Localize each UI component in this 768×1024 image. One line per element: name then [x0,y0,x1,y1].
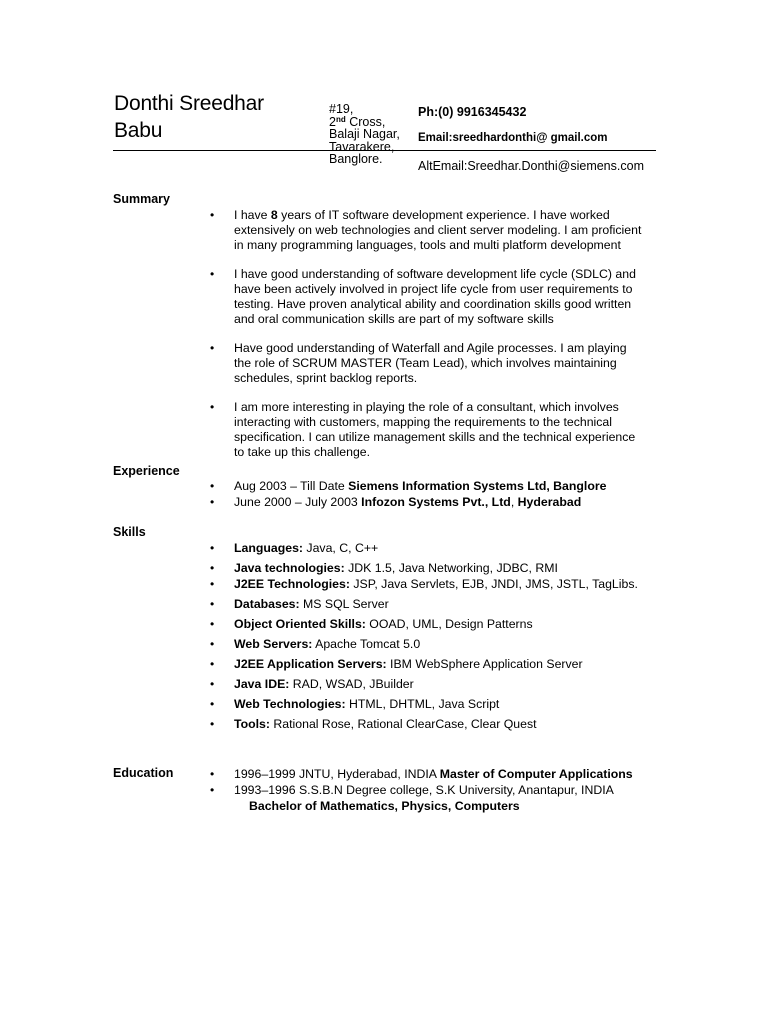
experience-item: • Aug 2003 – Till Date Siemens Information Systems Ltd, Banglore [210,479,607,493]
education-heading: Education [113,766,174,780]
bullet-icon: • [210,783,215,797]
address-line-3: Balaji Nagar, [329,127,400,141]
bullet-icon: • [210,479,215,493]
education-list [0,767,644,799]
skill-item: • Tools: Rational Rose, Rational ClearCase, Clear Quest [210,717,537,731]
bullet-icon: • [210,577,215,591]
skill-item: • Web Technologies: HTML, DHTML, Java Script [210,697,500,711]
skill-item: • J2EE Technologies: JSP, Java Servlets, EJB, JNDI, JMS, JSTL, TagLibs. [210,577,638,591]
address-ordinal-suffix: nd [335,114,346,124]
bullet-icon: • [210,657,215,671]
address-street: Cross, [345,114,386,129]
skills-list [0,541,644,737]
bullet-icon: • [210,597,215,611]
skill-item: • Object Oriented Skills: OOAD, UML, Design Patterns [210,617,533,631]
bullet-icon: • [210,208,215,222]
bullet-icon: • [210,267,215,281]
skill-item: • Databases: MS SQL Server [210,597,389,611]
skill-item: • J2EE Application Servers: IBM WebSphere Application Server [210,657,583,671]
skills-heading: Skills [113,525,146,539]
phone-number: Ph:(0) 9916345432 [418,105,527,119]
bullet-icon: • [210,341,215,355]
candidate-name-line1: Donthi Sreedhar [114,92,264,115]
bullet-icon: • [210,637,215,651]
alt-email-address: AltEmail:Sreedhar.Donthi@siemens.com [418,159,644,173]
address-line-5: Banglore. [329,152,383,166]
bullet-icon: • [210,677,215,691]
skill-item: • Java technologies: JDK 1.5, Java Networking, JDBC, RMI [210,561,558,575]
skill-item: • Languages: Java, C, C++ [210,541,379,555]
summary-heading: Summary [113,192,170,206]
summary-item: • Have good understanding of Waterfall and Agile processes. I am playing the role of SCRUM MASTER (Team Lead), which involves maintaining schedules, sprint backlog reports. [210,341,627,385]
address-line-4: Tavarakere, [329,139,395,154]
candidate-name-line2: Babu [114,119,163,142]
education-item: • 1993–1996 S.S.B.N Degree college, S.K University, Anantapur, INDIA [210,783,614,797]
candidate-name [114,90,314,144]
address-street-number: 2 [329,114,336,129]
bullet-icon: • [210,400,215,414]
summary-item: • I am more interesting in playing the role of a consultant, which involves interacting with customers, mapping the requirements to the technical specification. I can utilize management skills and the technical experience to take up this challenge. [210,400,636,459]
address-line-1: #19, [329,102,354,116]
summary-list [0,208,644,460]
bullet-icon: • [210,767,215,781]
bullet-icon: • [210,697,215,711]
experience-list [0,479,644,511]
skill-item: • Java IDE: RAD, WSAD, JBuilder [210,677,414,691]
experience-heading: Experience [113,464,180,478]
bullet-icon: • [210,717,215,731]
bullet-icon: • [210,495,215,509]
bullet-icon: • [210,541,215,555]
postal-address [329,103,409,166]
education-item: • 1996–1999 JNTU, Hyderabad, INDIA Master of Computer Applications [210,767,633,781]
summary-item: • I have 8 years of IT software development experience. I have worked extensively on web technologies and client server modeling. I am proficient in many programming languages, tools and multi platform development [210,208,642,252]
second-degree-title: Bachelor of Mathematics, Physics, Computers [249,799,520,813]
skill-item: • Web Servers: Apache Tomcat 5.0 [210,637,421,651]
bullet-icon: • [210,561,215,575]
summary-item: • I have good understanding of software development life cycle (SDLC) and have been actively involved in project life cycle from user requirements to testing. Have proven analytical ability and coordination skills good written and oral communication skills are part of my software skills [210,267,636,326]
experience-item: • June 2000 – July 2003 Infozon Systems Pvt., Ltd, Hyderabad [210,495,582,509]
bullet-icon: • [210,617,215,631]
email-address: Email:sreedhardonthi@ gmail.com [418,132,608,144]
